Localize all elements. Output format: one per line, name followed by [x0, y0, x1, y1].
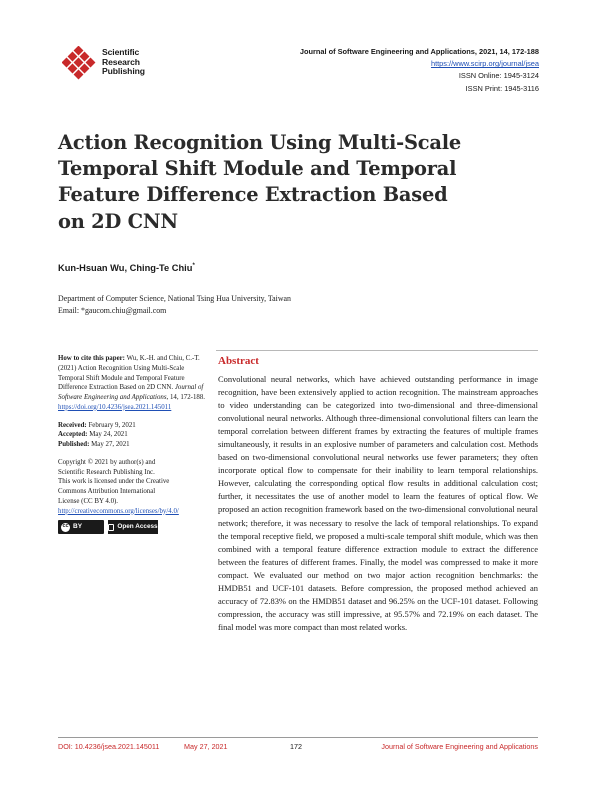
open-access-label: Open Access [117, 523, 158, 531]
cite-label: How to cite this paper: [58, 355, 125, 362]
cc-by-label: BY [73, 523, 83, 531]
cite-doi-link[interactable]: https://doi.org/10.4236/jsea.2021.145011 [58, 403, 172, 411]
footer-doi: DOI: 10.4236/jsea.2021.145011 [58, 742, 160, 751]
received-date: February 9, 2021 [88, 421, 136, 429]
authors [58, 263, 195, 273]
publisher-name-line: Scientific [102, 47, 140, 57]
copyright-line: Copyright © 2021 by author(s) and [58, 458, 156, 466]
affiliation: Department of Computer Science, National Tsing Hua University, Taiwan [58, 294, 291, 303]
license-url-link[interactable]: http://creativecommons.org/licenses/by/4.0/ [58, 507, 179, 515]
publisher-logo [62, 44, 162, 80]
title-line: Action Recognition Using Multi-Scale [58, 131, 462, 154]
accepted-date: May 24, 2021 [89, 431, 128, 439]
footer-journal: Journal of Software Engineering and Applications [381, 742, 538, 751]
cite-text: Wu, K.-H. and Chiu, C.-T. (2021) Action Recognition Using Multi-Scale Temporal Shift Module and Temporal Feature Difference Extraction Based on 2D CNN. [58, 355, 200, 392]
corresponding-author-mark: * [192, 263, 195, 269]
lock-icon [108, 524, 114, 531]
footer-date: May 27, 2021 [184, 742, 228, 751]
title-line: Feature Difference Extraction Based [58, 183, 448, 207]
author-names: Kun-Hsuan Wu, Ching-Te Chiu [58, 263, 193, 274]
affiliation-block [58, 293, 291, 317]
footer-divider [58, 737, 538, 738]
paper-title [58, 130, 478, 235]
published-label: Published: [58, 441, 90, 448]
title-line: on 2D CNN [58, 209, 178, 233]
copyright-block [58, 458, 206, 517]
received-date-row [58, 421, 206, 431]
published-date: May 27, 2021 [91, 441, 130, 448]
page-number: 172 [290, 742, 302, 751]
scirp-logo-icon [62, 46, 96, 80]
publisher-name [102, 48, 145, 77]
journal-citation: Journal of Software Engineering and Applications, 2021, 14, 172-188 [299, 47, 539, 56]
accepted-label: Accepted: [58, 431, 88, 439]
author-email: Email: *gaucom.chiu@gmail.com [58, 306, 167, 316]
publisher-name-line: Research [102, 56, 140, 67]
journal-url-link[interactable]: https://www.scirp.org/journal/jsea [430, 59, 539, 69]
publisher-name-line: Publishing [102, 66, 145, 77]
license-line: This work is licensed under the Creative [58, 478, 170, 486]
cite-journal: Journal of Software Engineering and Applications [58, 384, 204, 401]
issn-print: ISSN Print: 1945-3116 [465, 83, 539, 93]
license-badges [58, 520, 206, 534]
cite-volume: , 14, 172-188. [166, 394, 206, 401]
abstract-heading: Abstract [218, 355, 259, 367]
citation-block [58, 354, 206, 413]
copyright-line: Scientific Research Publishing Inc. [58, 468, 155, 476]
abstract-text: Convolutional neural networks, which have achieved outstanding performance in image recognition, have been extensively applied to action recognition. The mainstream approaches to video understanding can be categorized into two-dimensional and three-dimensional convolutional neural networks. Although three-dimensional convolutional filters can learn the temporal correlation between different frames by extracting the features of multiple frames simultaneously, it results in an explosive number of parameters and calculation cost. Methods based on two-dimensional convolutional neural networks use fewer parameters; they often incorporate optical flow to compensate for their inability to learn temporal relationships. However, calculating the corresponding optical flow results in additional calculation cost; further, it necessitates the use of another model to learn the features of optical flow. We proposed an action recognition framework based on the two-dimensional convolutional neural network; therefore, it was necessary to resolve the lack of temporal relationships. To expand the temporal receptive field, we proposed a multi-scale temporal shift module, which was then combined with a temporal feature difference extraction module to extract the difference between the features of different frames. Finally, the model was compressed to make it more compact. We evaluated our method on two major action recognition benchmarks: the HMDB51 and UCF-101 datasets. Before compression, the proposed method achieved an accuracy of 72.83% on the HMDB51 dataset and 96.25% on the UCF-101 dataset. Following compression, the accuracy was still impressive, at 95.57% and 72.19% on each dataset. The final model was more compact than most related works. [218, 374, 538, 632]
title-line: Temporal Shift Module and Temporal [58, 157, 457, 181]
article-info-sidebar [58, 354, 206, 534]
cc-by-badge[interactable] [58, 520, 104, 534]
accepted-date-row [58, 430, 206, 440]
open-access-badge[interactable] [108, 520, 158, 534]
abstract-divider [216, 350, 538, 351]
license-line: Commons Attribution International [58, 488, 156, 495]
license-line: License (CC BY 4.0). [58, 497, 119, 505]
published-date-row [58, 440, 206, 450]
journal-info [300, 46, 539, 95]
cc-icon: cc [61, 523, 70, 532]
issn-online: ISSN Online: 1945-3124 [458, 71, 539, 81]
received-label: Received: [58, 421, 87, 429]
